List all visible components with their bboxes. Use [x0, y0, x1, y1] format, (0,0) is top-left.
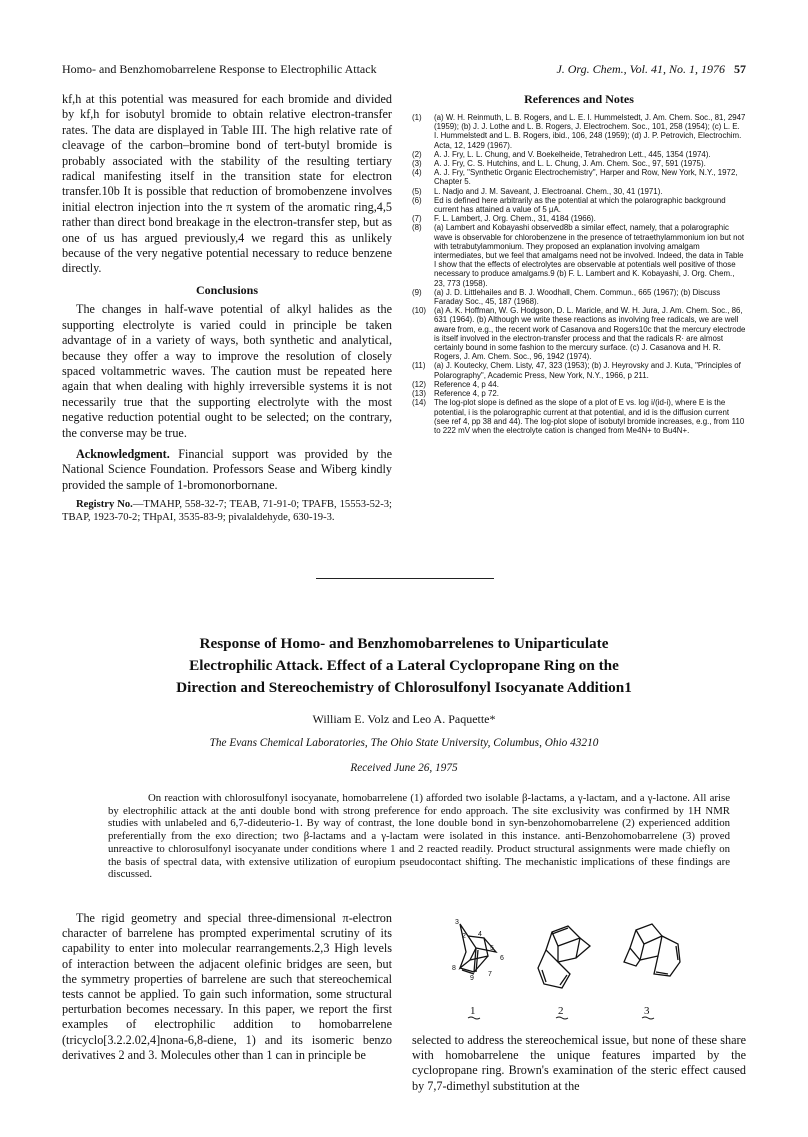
reference-number: (2) — [412, 149, 422, 159]
header-journal — [556, 62, 746, 82]
reference-item — [412, 306, 746, 361]
reference-text: The log-plot slope is defined as the slope of a plot of E vs. log i/(id-i), where E is the potential, i is the polarographic current at that potential, and id is the diffusion current (see ref 4, pp 38 and 44). The log-plot slope of isobutyl bromide increases, e.g., from 110 to 222 mV when the electrolyte cation is changed from Me4N+ to Bu4N+. — [434, 398, 745, 435]
reference-number: (11) — [412, 361, 426, 371]
reference-text: (a) J. D. Littlehailes and B. J. Woodhall, Chem. Commun., 665 (1967); (b) Discuss Faraday Soc., 45, 187 (1968). — [434, 287, 721, 307]
reference-item — [412, 150, 746, 159]
acknowledgment-text: Financial support was provided by the National Science Foundation. Professors Sease and Wiberg kindly provided the sample of 1-bromonorbornane. — [62, 446, 392, 492]
structure-2-drawing — [538, 926, 590, 988]
reference-item — [412, 361, 746, 379]
atom-label: 9 — [470, 975, 474, 982]
title-line: Direction and Stereochemistry of Chlorosulfonyl Isocyanate Addition1 — [176, 679, 632, 696]
references-list — [412, 113, 746, 435]
reference-item — [412, 214, 746, 223]
reference-number: (4) — [412, 168, 422, 178]
reference-item — [412, 196, 746, 214]
reference-number: (9) — [412, 287, 422, 297]
reference-text: (a) Lambert and Kobayashi observed8b a similar effect, namely, that a polarographic wave is observable for chlorobenzene in the presence of tetraethylammonium ion but not with tetrabutylammonium. They proposed an explanation involving amalgam intermediates, but we feel that amalgams need not be involved. Indeed, the data in Table I show that the effects of electrolytes are observable at potentials well positive of those necessary to produce amalgams.9 (b) F. L. Lambert and K. Kobayashi, J. Org. Chem., 23, 773 (1958). — [434, 223, 745, 288]
reference-number: (14) — [412, 398, 427, 408]
atom-label: 8 — [452, 965, 456, 972]
reference-item — [412, 113, 746, 150]
atom-label: 3 — [455, 919, 459, 926]
reference-number: (6) — [412, 195, 422, 205]
reference-text: A. J. Fry, C. S. Hutchins, and L. L. Chung, J. Am. Chem. Soc., 97, 591 (1975). — [434, 159, 706, 169]
compound-label-3: 3 — [644, 1005, 650, 1017]
reference-number: (3) — [412, 159, 422, 169]
reference-text: Reference 4, p 44. — [434, 379, 499, 389]
section-divider — [316, 578, 494, 579]
reference-text: (a) J. Koutecky, Chem. Listy, 47, 323 (1953); (b) J. Heyrovsky and J. Kuta, "Principles of Polarography", Academic Press, New York, N.Y., 1966, p 211. — [434, 361, 741, 380]
conclusions-heading: Conclusions — [195, 282, 259, 297]
registry-label: Registry No. — [76, 499, 133, 511]
header-title: Homo- and Benzhomobarrelene Response to Electrophilic Attack — [62, 62, 377, 76]
reference-item — [412, 223, 746, 287]
reference-text: Ed is defined here arbitrarily as the potential at which the polarographic background current has attained a value of 5 μA. — [434, 195, 726, 215]
reference-item — [412, 389, 746, 398]
reference-item — [412, 168, 746, 186]
underline-squiggle — [556, 1017, 568, 1019]
header-citation: J. Org. Chem., Vol. 41, No. 1, 1976 — [556, 62, 725, 76]
reference-item — [412, 288, 746, 306]
reference-number: (13) — [412, 389, 427, 399]
underline-squiggle — [468, 1017, 480, 1019]
reference-item — [412, 159, 746, 168]
received-date: Received June 26, 1975 — [350, 762, 458, 774]
running-header — [62, 62, 746, 82]
registry-numbers — [62, 499, 392, 525]
abstract: On reaction with chlorosulfonyl isocyanate, homobarrelene (1) afforded two isolable β-lactams, a γ-lactam, and a γ-lactone. All arise by electrophilic attack at the anti double bond with strong preference for endo approach. The site exclusivity was confirmed by 1H NMR studies with unlabeled and 6,7-dideuterio-1. By way of contrast, the lone double bond in syn-benzohomobarrelene (2) experienced addition preferentially from the exo direction; two β-lactams and a γ-lactam were isolated in this instance. anti-Benzohomobarrelene (3) proved unreactive to chlorosulfonyl isocyanate under conditions where 1 and 2 reacted readily. Product structural assignments were made chiefly on the basis of spectral data, with extensive utilization of europium pseudocontact shifting. The mechanistic implications of these findings are discussed. — [108, 792, 730, 881]
conclusions-paragraph: The changes in half-wave potential of alkyl halides as the supporting electrolyte is varied could in principle be taken advantage of in a variety of ways, both synthetic and analytical, because they offer a way to improve the resolution of closely spaced voltammetric waves. The caution must be repeated here again that when dealing with highly irreversible systems it is not necessarily true that the supporting electrolyte with the most negative reduction potential ought to be selected; on the contrary, the converse may be true. — [62, 302, 392, 440]
reference-number: (7) — [412, 214, 422, 224]
page-number: 57 — [734, 62, 746, 76]
body-paragraph: The rigid geometry and special three-dimensional π-electron character of barrelene has prompted experimental scrutiny of its capability to enter into molecular rearrangements.2,3 High levels of interaction between the adjacent olefinic bridges are seen, but the symmetry properties of barrelene are such that stereochemical tests cannot be applied. To gain such information, some structural perturbation becomes necessary. In this paper, we report the first examples of electrophilic addition to homobarrelene (tricyclo[3.2.2.02,4]nona-6,8-diene, 1) and its isomeric benzo derivatives 2 and 3. Molecules other than 1 can in principle be — [62, 911, 392, 1062]
reference-text: Reference 4, p 72. — [434, 389, 499, 399]
affiliation: The Evans Chemical Laboratories, The Ohio State University, Columbus, Ohio 43210 — [209, 737, 599, 749]
paragraph-continuation: kf,h at this potential was measured for each bromide and divided by kf,h for isobutyl bromide to obtain relative electron-transfer rates. The data are displayed in Table III. The high relative rate of cleavage of the carbon–bromine bond of tert-butyl bromide is probably associated with the stability of the resulting tertiary radical manifesting itself in the transition state for electron transfer.10b It is possible that reduction of bromobenzene involves initial electron injection into the π system of the aromatic ring,4,5 rather than direct bond breakage in the electron-transfer step, but as one of us has argued previously,4 we regard this as unlikely because of the very negative potential necessary to reduce benzene directly. — [62, 92, 392, 276]
registry-text: —TMAHP, 558-32-7; TEAB, 71-91-0; TPAFB, 15553-52-3; TBAP, 1923-70-2; THpAI, 3535-83-9; pivalaldehyde, 630-19-3. — [62, 499, 392, 523]
underline-squiggle — [642, 1017, 654, 1019]
reference-number: (8) — [412, 223, 422, 233]
reference-item — [412, 398, 746, 435]
reference-text: (a) W. H. Reinmuth, L. B. Rogers, and L. E. I. Hummelstedt, J. Am. Chem. Soc., 81, 2947 (1959); (b) J. J. Lothe and L. B. Rogers, J. Electrochem. Soc., 101, 258 (1954); (c) L. E. I. Hummelstedt and L. B. Rogers, ibid., 106, 248 (1959); (d) J. P. Petrovich, Electrochim. Acta, 12, 1429 (1967). — [434, 113, 746, 150]
reference-text: F. L. Lambert, J. Org. Chem., 31, 4184 (1966). — [434, 214, 596, 224]
atom-label: 7 — [488, 971, 492, 978]
title-line: Response of Homo- and Benzhomobarrelenes to Uniparticulate — [199, 635, 609, 652]
references-heading: References and Notes — [524, 92, 634, 106]
article-title — [62, 633, 746, 699]
compound-label-1: 1 — [470, 1005, 476, 1017]
atom-label: 5 — [490, 945, 494, 952]
reference-item — [412, 187, 746, 196]
reference-number: (5) — [412, 186, 422, 196]
reference-text: A. J. Fry, "Synthetic Organic Electrochemistry", Harper and Row, New York, N.Y., 1972, Chapter 5. — [434, 168, 738, 187]
reference-number: (12) — [412, 379, 427, 389]
atom-label: 2 — [462, 933, 466, 940]
authors: William E. Volz and Leo A. Paquette* — [312, 712, 496, 726]
acknowledgment — [62, 447, 392, 493]
reference-text: (a) A. K. Hoffman, W. G. Hodgson, D. L. Maricle, and W. H. Jura, J. Am. Chem. Soc., 86, 631 (1964). (b) Although we write these reactions as involving free radicals, we are well aware from, e.g., the recent work of Casanova and Rogers10c that the mercury electrode is itself involved in the electron-transfer process and that the radicals R· are almost certainly bound in some fashion to the mercury surface. (c) J. Casanova and H. R. Rogers, J. Am. Chem. Soc., 96, 1942 (1974). — [434, 306, 746, 362]
left-column — [62, 92, 392, 525]
reference-text: A. J. Fry, L. L. Chung, and V. Boekelheide, Tetrahedron Lett., 445, 1354 (1974). — [434, 149, 711, 159]
atom-label: 6 — [500, 955, 504, 962]
references-column — [412, 92, 746, 435]
reference-number: (10) — [412, 306, 427, 316]
acknowledgment-label: Acknowledgment. — [76, 446, 170, 461]
reference-item — [412, 380, 746, 389]
compound-label-2: 2 — [558, 1005, 564, 1017]
structures-svg — [440, 912, 740, 1027]
structure-3-drawing — [624, 924, 680, 976]
reference-number: (1) — [412, 113, 422, 122]
reference-text: L. Nadjo and J. M. Saveant, J. Electroanal. Chem., 30, 41 (1971). — [434, 186, 663, 196]
title-line: Electrophilic Attack. Effect of a Lateral Cyclopropane Ring on the — [189, 657, 619, 674]
atom-label: 4 — [478, 931, 482, 938]
chemical-structures-figure — [440, 912, 740, 1027]
body-paragraph-right: selected to address the stereochemical issue, but none of these share with homobarrelene the unique features imparted by the cyclopropane ring. Brown's examination of the steric effect caused by 7,7-dimethyl substitution at the — [412, 1033, 746, 1093]
